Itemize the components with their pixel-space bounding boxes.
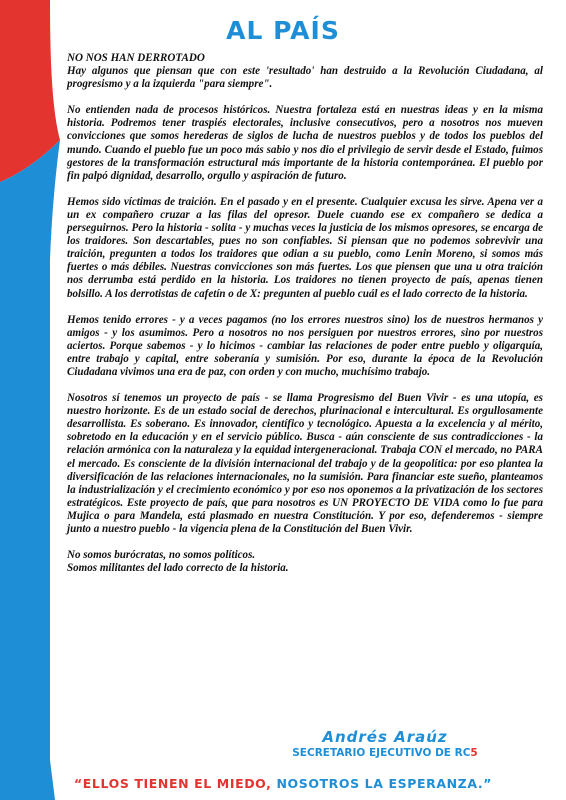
paragraph-errors: Hemos tenido errores - y a veces pagamos (no los errores nuestros sino) los de nuestros hermanos y amigos - y los asumimos. Pero a nosotros no nos persiguen por nuestros errores, sino por nuestros aciertos. Porque sabemos - y lo hicimos - cambiar las relaciones de poder entre pueblo y oligarquía, entre trabajo y capital, entre soberanía y sumisión. Por eso, durante la época de la Revolución Ciudadana vivimos una era de paz, con orden y con mucho, muchísimo trabajo. — [67, 313, 543, 378]
signature-role — [230, 746, 540, 760]
signature-role-suffix: 5 — [470, 747, 478, 759]
slogan-part-1: “ELLOS TIENEN EL MIEDO, — [73, 776, 277, 791]
paragraph-project: Nosotros sí tenemos un proyecto de país - se llama Progresismo del Buen Vivir - es una utopía, es nuestro horizonte. Es de un estado social de derechos, plurinacional e intercultural. Es orgullosamente desarrollista. Es soberano. Es innovador, científico y tecnológico. Apuesta a la excelencia y al mérito, sobretodo en la educación y en el servicio público. Busca - aún consciente de sus contradicciones - la relación armónica con la naturaleza y la equidad intergeneracional. Trabaja CON el mercado, no PARA el mercado. Es consciente de la división internacional del trabajo y de la geopolítica: por eso plantea la diversificación de las relaciones internacionales, no la sumisión. Para financiar este sueño, planteamos la industrialización y el crecimiento económico y por eso nos oponemos a la privatización de los sectores estratégicos. Este proyecto de país, que para nosotros es UN PROYECTO DE VIDA como lo fue para Mujica o para Mandela, está plasmado en nuestra Constitución. Y por eso, defenderemos - siempre junto a nuestro pueblo - la vigencia plena de la Constitución del Buen Vivir. — [67, 392, 543, 535]
slogan-part-2: NOSOTROS LA ESPERANZA.” — [276, 776, 493, 791]
paragraph-betrayal: Hemos sido víctimas de traición. En el pasado y en el presente. Cualquier excusa les sirve. Apena ver a un ex compañero cruzar a las filas del opresor. Duele cuando ese ex compañero se dedica a perseguirnos. Pero la historia - solita - y muchas veces la justicia de los mismos opresores, se encarga de los traidores. Son descartables, pues no son confiables. Si piensan que no podemos sobrevivir una traición, pregunten a todos los traidores que odian a su pueblo, como Lenin Moreno, si somos más fuertes o más débiles. Nuestras convicciones son más fuertes. Los que piensen que una u otra traición nos derrumba está perdido en la historia. Los traidores no tienen proyecto de país, apenas tienen bolsillo. A los derrotistas de cafetín o de X: pregunten al pueblo cuál es el lado correcto de la historia. — [67, 195, 543, 300]
paragraph-closing: No somos burócratas, no somos políticos. Somos militantes del lado correcto de la historia. — [67, 549, 289, 575]
signature-role-text: SECRETARIO EJECUTIVO DE RC — [292, 747, 471, 759]
paragraph-intro: NO NOS HAN DERROTADO Hay algunos que piensan que con este 'resultado' han destruido a la Revolución Ciudadana, al progresismo y a la izquierda "para siempre". — [67, 52, 543, 91]
blue-swoosh — [0, 140, 60, 800]
slogan — [0, 776, 566, 791]
letter-body — [67, 52, 543, 575]
paragraph-history: No entienden nada de procesos históricos. Nuestra fortaleza está en nuestras ideas y en la misma historia. Podremos tener traspiés electorales, inclusive consecutivos, pero a nosotros nos mueven convicciones que somos herederas de siglos de lucha de nuestros pueblos y de todos los pueblos del mundo. Cuando el pueblo fue un poco más sabio y nos dio el privilegio de servir desde el Estado, fuimos gestores de la transformación estructural más importante de la historia contemporánea. El pueblo por fin palpó dignidad, desarrollo, orgullo y aspiración de futuro. — [67, 104, 543, 182]
page-title: AL PAÍS — [226, 16, 340, 45]
signature-block — [230, 729, 540, 760]
signature-name: Andrés Araúz — [322, 728, 448, 746]
